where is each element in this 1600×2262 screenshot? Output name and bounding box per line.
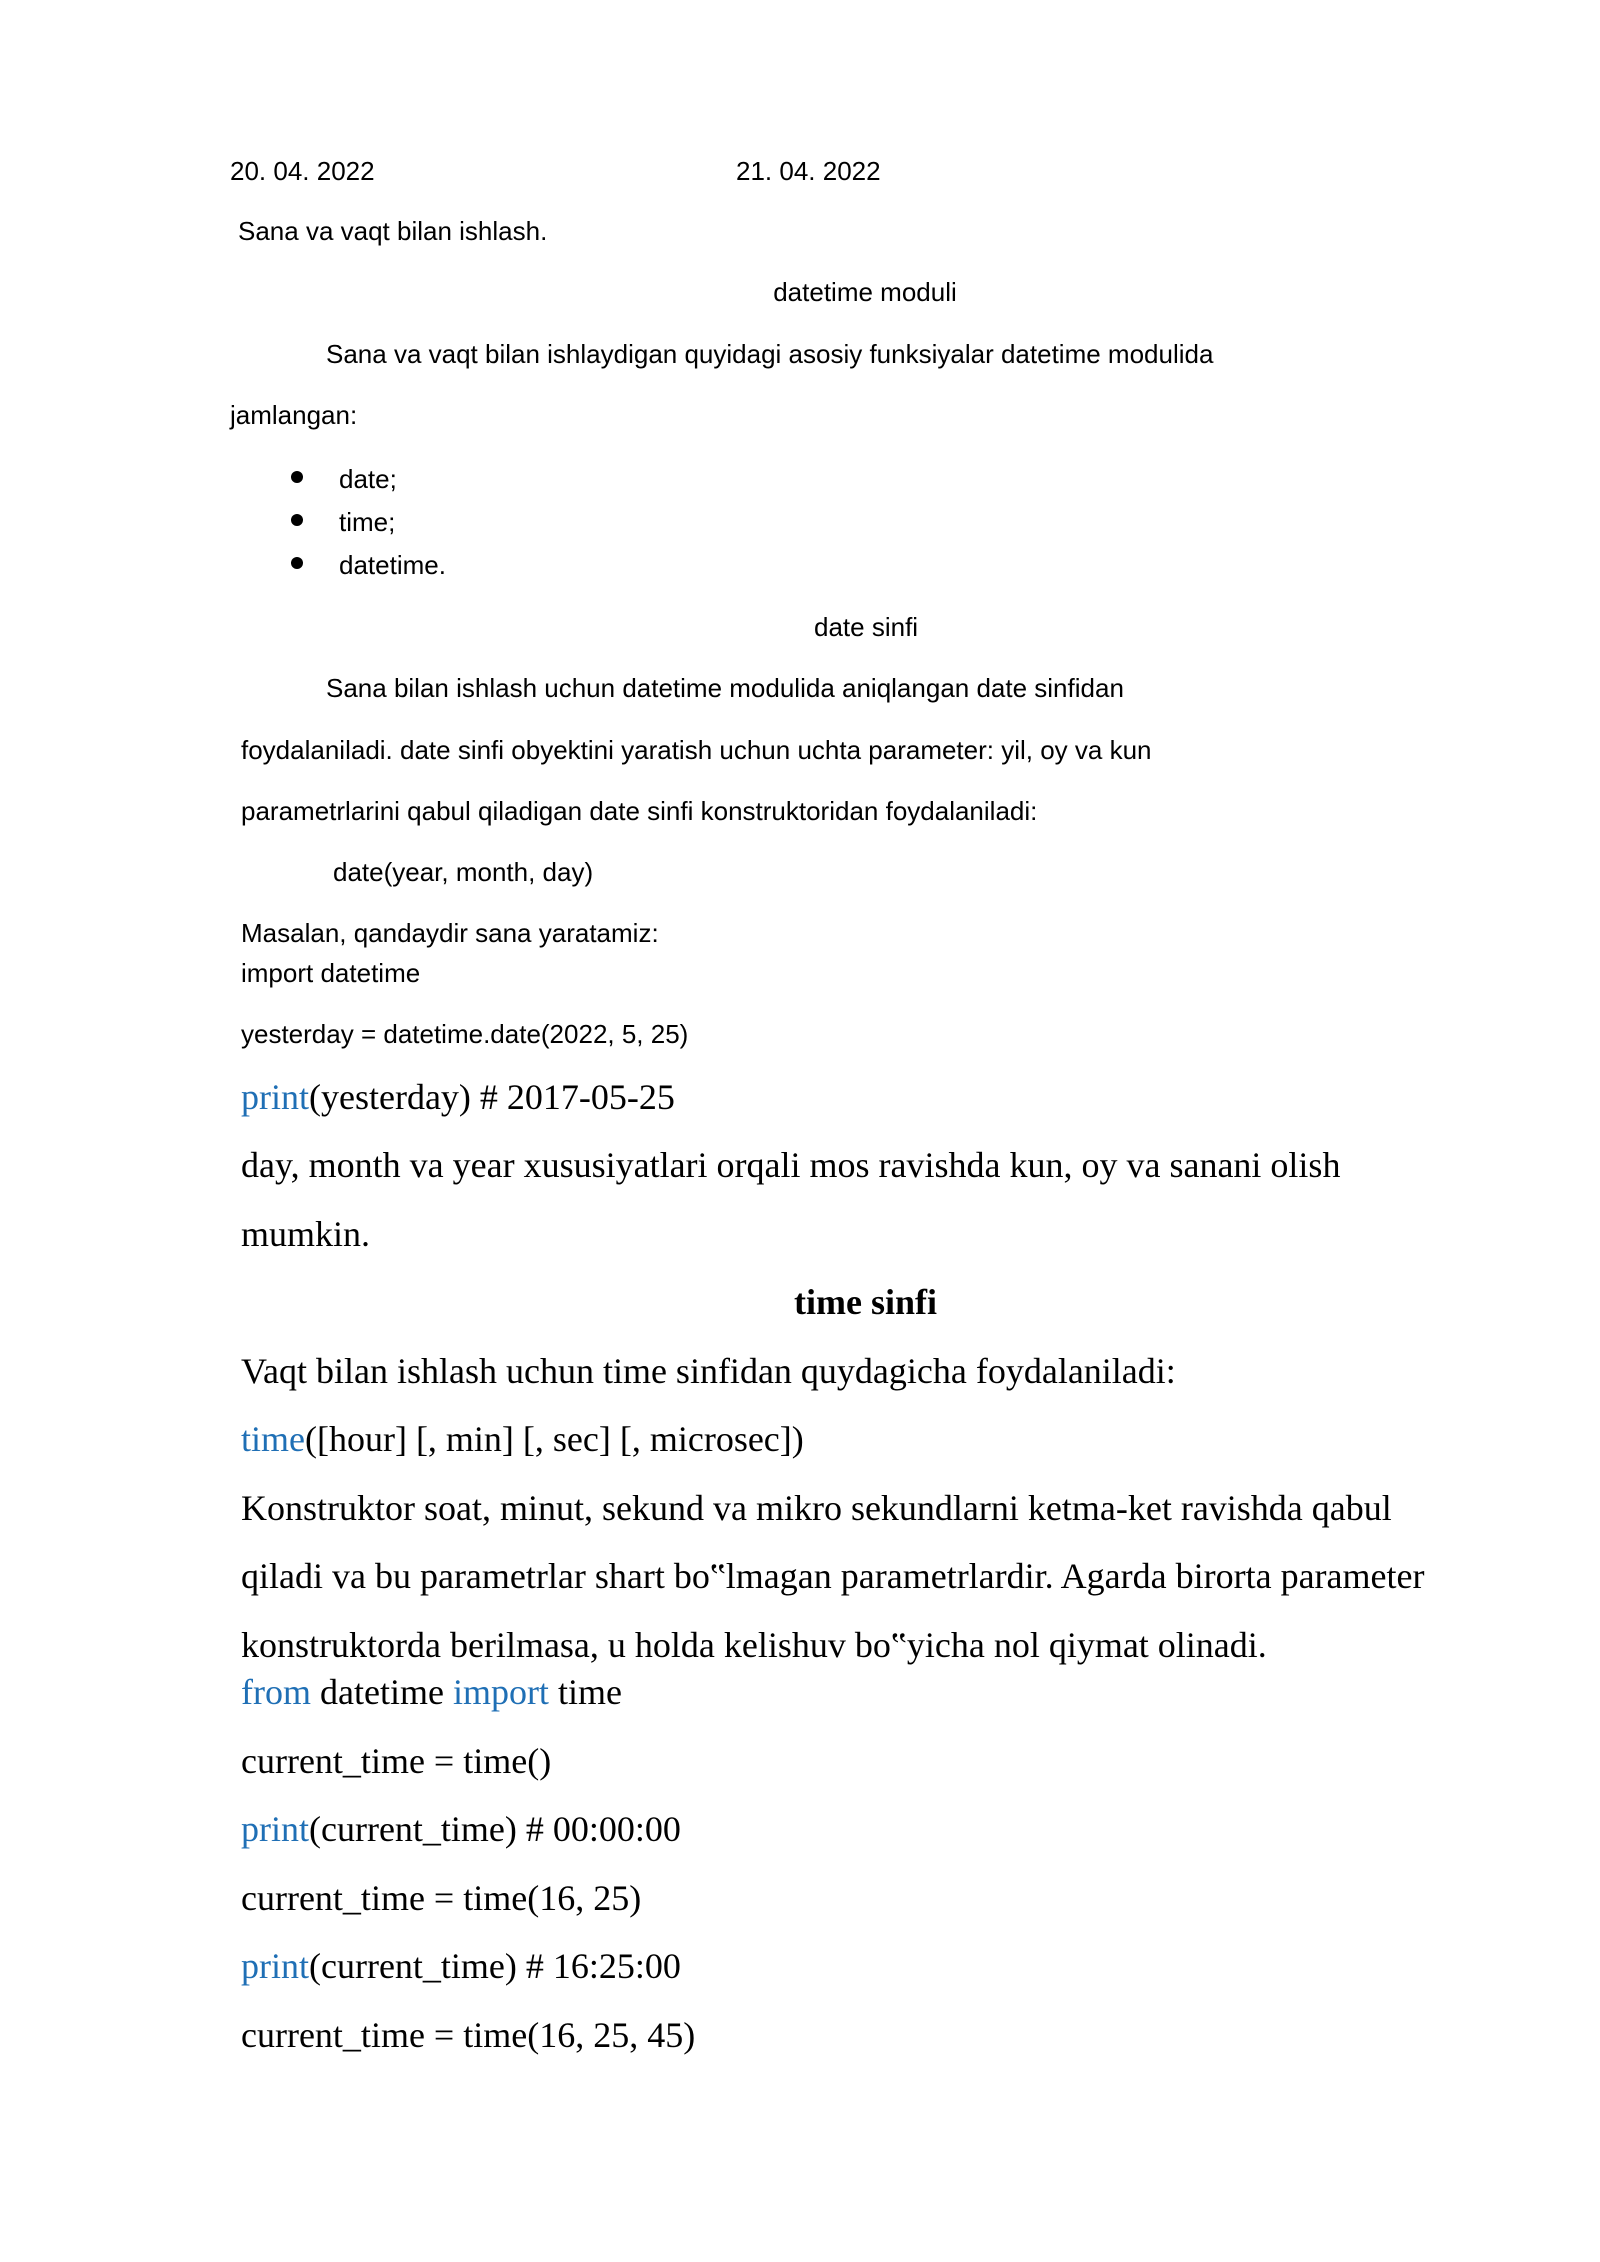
date-para-line3: parametrlarini qabul qiladigan date sinfi konstruktoridan foydalaniladi: bbox=[241, 796, 1038, 826]
code-yesterday-assign: yesterday = datetime.date(2022, 5, 25) bbox=[241, 1019, 689, 1049]
bullet-icon bbox=[291, 514, 303, 526]
print-keyword: print bbox=[241, 1809, 309, 1849]
date-right: 21. 04. 2022 bbox=[736, 156, 881, 186]
datetime-intro-line1: Sana va vaqt bilan ishlaydigan quyidagi asosiy funksiyalar datetime modulida bbox=[326, 339, 1214, 369]
print-args: (yesterday) # 2017-05-25 bbox=[309, 1077, 675, 1117]
time-para-line2: qiladi va bu parametrlar shart bo‟lmagan parametrlardir. Agarda birorta parameter bbox=[241, 1556, 1425, 1596]
bullet-icon bbox=[291, 557, 303, 569]
datetime-module-heading: datetime moduli bbox=[773, 277, 957, 307]
print-keyword: print bbox=[241, 1946, 309, 1986]
time-keyword: time bbox=[241, 1419, 305, 1459]
topic-title: Sana va vaqt bilan ishlash. bbox=[238, 216, 548, 246]
list-item-label: datetime. bbox=[339, 550, 446, 580]
module-name: datetime bbox=[310, 1672, 453, 1712]
date-para-line1: Sana bilan ishlash uchun datetime modulida aniqlangan date sinfidan bbox=[326, 673, 1124, 703]
print-keyword: print bbox=[241, 1077, 309, 1117]
code-print-yesterday bbox=[241, 1076, 675, 1119]
code-line: current_time = time(16, 25, 45) bbox=[241, 2015, 696, 2055]
date-after-line2: mumkin. bbox=[241, 1214, 371, 1254]
print-args: (current_time) # 16:25:00 bbox=[309, 1946, 681, 1986]
time-class-heading: time sinfi bbox=[794, 1282, 937, 1322]
time-signature bbox=[241, 1418, 804, 1461]
date-signature: date(year, month, day) bbox=[333, 857, 594, 887]
code-import-datetime: import datetime bbox=[241, 958, 421, 988]
time-para-line3: konstruktorda berilmasa, u holda kelishuv bo‟yicha nol qiymat olinadi. bbox=[241, 1625, 1267, 1665]
date-class-heading: date sinfi bbox=[814, 612, 919, 642]
print-args: (current_time) # 00:00:00 bbox=[309, 1809, 681, 1849]
time-signature-args: ([hour] [, min] [, sec] [, microsec]) bbox=[304, 1419, 804, 1459]
date-left: 20. 04. 2022 bbox=[230, 156, 375, 186]
list-item-label: time; bbox=[339, 507, 396, 537]
code-from-import bbox=[241, 1671, 622, 1714]
code-line: current_time = time() bbox=[241, 1741, 552, 1781]
datetime-intro-line2: jamlangan: bbox=[230, 400, 358, 430]
date-example-intro: Masalan, qandaydir sana yaratamiz: bbox=[241, 918, 659, 948]
import-keyword: import bbox=[452, 1672, 549, 1712]
code-line: current_time = time(16, 25) bbox=[241, 1878, 642, 1918]
time-para-line1: Konstruktor soat, minut, sekund va mikro sekundlarni ketma-ket ravishda qabul bbox=[241, 1488, 1392, 1528]
date-para-line2: foydalaniladi. date sinfi obyektini yaratish uchun uchta parameter: yil, oy va kun bbox=[241, 735, 1152, 765]
from-keyword: from bbox=[241, 1672, 311, 1712]
list-item-label: date; bbox=[339, 464, 397, 494]
date-after-line1: day, month va year xususiyatlari orqali mos ravishda kun, oy va sanani olish bbox=[241, 1145, 1341, 1185]
import-target: time bbox=[548, 1672, 622, 1712]
code-print-line bbox=[241, 1945, 681, 1988]
time-intro: Vaqt bilan ishlash uchun time sinfidan quydagicha foydalaniladi: bbox=[241, 1351, 1176, 1391]
bullet-icon bbox=[291, 471, 303, 483]
code-print-line bbox=[241, 1808, 681, 1851]
